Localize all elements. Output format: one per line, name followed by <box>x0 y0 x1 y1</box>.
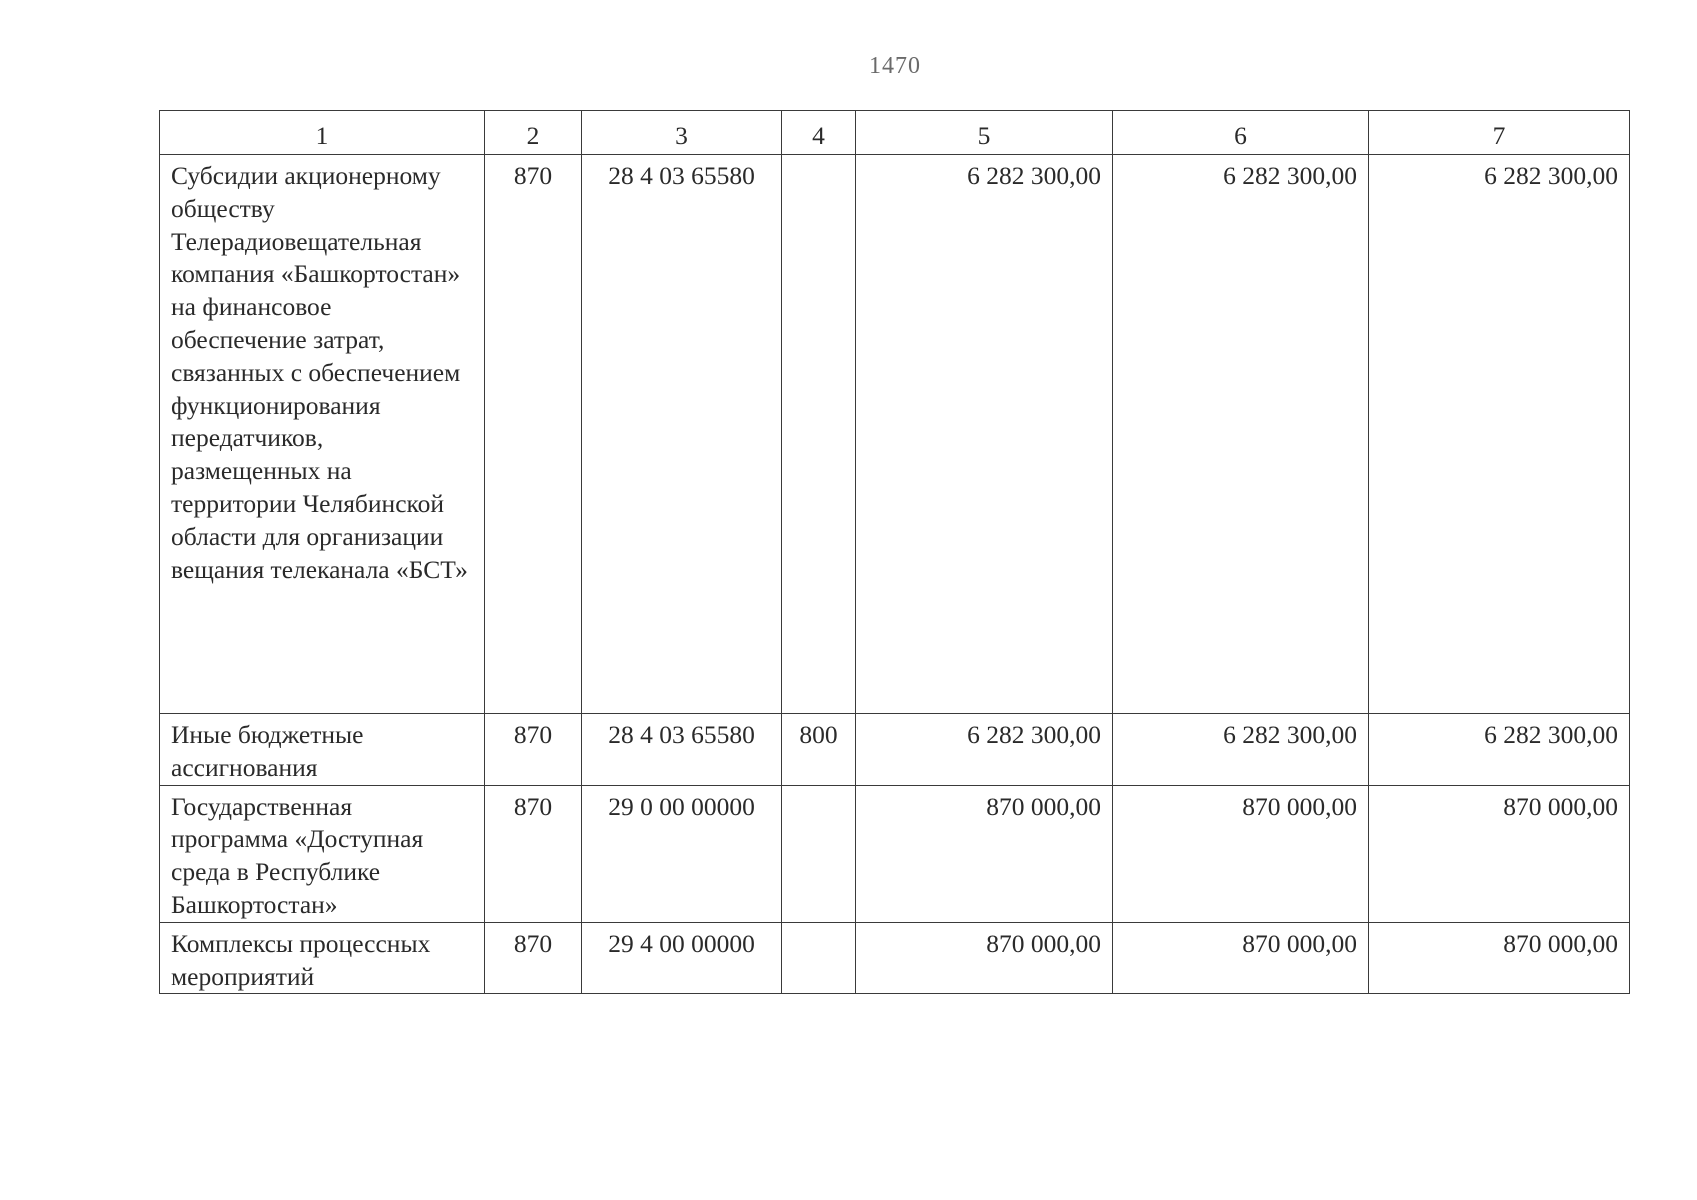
row-amount-3: 870 000,00 <box>1369 922 1630 994</box>
budget-table <box>159 110 1630 994</box>
row-amount-2: 6 282 300,00 <box>1113 714 1369 786</box>
header-cell: 2 <box>485 111 582 155</box>
row-ministry: 870 <box>485 785 582 922</box>
row-amount-1: 870 000,00 <box>856 922 1113 994</box>
row-amount-3: 6 282 300,00 <box>1369 155 1630 714</box>
row-expense-type <box>782 155 856 714</box>
row-ministry: 870 <box>485 155 582 714</box>
row-ministry: 870 <box>485 922 582 994</box>
header-cell: 1 <box>160 111 485 155</box>
row-amount-2: 6 282 300,00 <box>1113 155 1369 714</box>
header-cell: 3 <box>582 111 782 155</box>
row-target-code: 29 0 00 00000 <box>582 785 782 922</box>
header-cell: 5 <box>856 111 1113 155</box>
table-row <box>160 922 1630 994</box>
row-amount-2: 870 000,00 <box>1113 785 1369 922</box>
row-amount-1: 6 282 300,00 <box>856 714 1113 786</box>
row-target-code: 28 4 03 65580 <box>582 714 782 786</box>
header-cell: 6 <box>1113 111 1369 155</box>
row-amount-3: 6 282 300,00 <box>1369 714 1630 786</box>
row-amount-3: 870 000,00 <box>1369 785 1630 922</box>
row-target-code: 29 4 00 00000 <box>582 922 782 994</box>
row-name: Государственная программа «Доступная среда в Республике Башкортостан» <box>160 785 485 922</box>
header-row <box>160 111 1630 155</box>
row-name: Иные бюджетные ассигнования <box>160 714 485 786</box>
row-amount-1: 6 282 300,00 <box>856 155 1113 714</box>
row-ministry: 870 <box>485 714 582 786</box>
row-amount-2: 870 000,00 <box>1113 922 1369 994</box>
table-row <box>160 714 1630 786</box>
header-cell: 4 <box>782 111 856 155</box>
page-number: 1470 <box>869 53 921 79</box>
row-expense-type <box>782 922 856 994</box>
row-name: Субсидии акционерному обществу Телерадиовещательная компания «Башкортостан» на финансовое обеспечение затрат, связанных с обеспечением функционирования передатчиков, размещенных на территории Челябинской области для организации вещания телеканала «БСТ» <box>160 155 485 714</box>
row-expense-type: 800 <box>782 714 856 786</box>
table-row <box>160 785 1630 922</box>
row-name: Комплексы процессных мероприятий <box>160 922 485 994</box>
header-cell: 7 <box>1369 111 1630 155</box>
row-amount-1: 870 000,00 <box>856 785 1113 922</box>
row-expense-type <box>782 785 856 922</box>
row-target-code: 28 4 03 65580 <box>582 155 782 714</box>
table-row <box>160 155 1630 714</box>
